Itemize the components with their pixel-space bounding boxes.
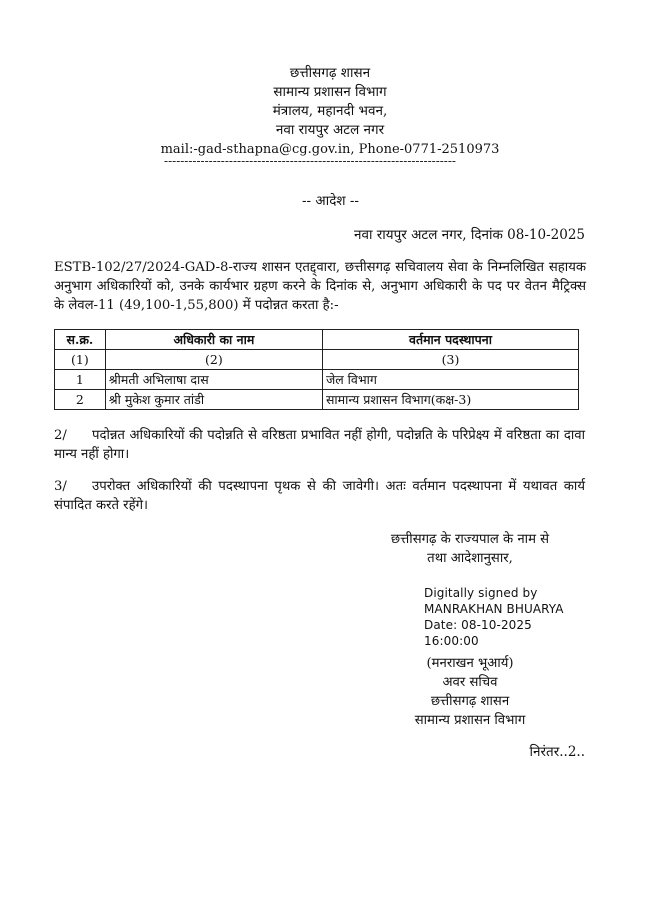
table-cell: (1) [55, 350, 106, 370]
paragraph-number: 2/ [54, 428, 67, 443]
continued-marker: निरंतर..2.. [529, 744, 585, 760]
order-title: -- आदेश -- [302, 193, 359, 209]
table-index-row [55, 350, 579, 370]
digital-signature-stamp [424, 585, 564, 649]
table-cell: (2) [105, 350, 322, 370]
digital-signature-line: Digitally signed by [424, 586, 538, 600]
column-header-officer-name: अधिकारी का नाम [105, 330, 322, 350]
authority-line-1: छत्तीसगढ़ के राज्यपाल के नाम से [390, 532, 550, 547]
table-cell: श्री मुकेश कुमार तांडी [105, 390, 322, 410]
paragraph-2 [54, 426, 585, 464]
table-row [55, 370, 579, 390]
order-intro-paragraph: ESTB-102/27/2024-GAD-8-राज्य शासन एतद्द्वारा, छत्तीसगढ़ सचिवालय सेवा के निम्नलिखित सहायक अनुभाग अधिकारियों को, उनके कार्यभार ग्रहण करने के दिनांक से, अनुभाग अधिकारी के पद पर वेतन मैट्रिक्स के लेवल-11 (49,100-1,55,800) में पदोन्नत करता है:- [54, 260, 586, 313]
digital-signature-time: 16:00:00 [424, 634, 479, 648]
contact-line: mail:-gad-sthapna@cg.gov.in, Phone-0771-2510973 [160, 142, 500, 157]
paragraph-number: 3/ [54, 479, 67, 494]
signing-officer-block [390, 654, 550, 730]
authority-block [370, 530, 570, 568]
table-header-row [55, 330, 579, 350]
officer-department: सामान्य प्रशासन विभाग [414, 713, 526, 728]
table-cell: 2 [55, 390, 106, 410]
paragraph-3 [54, 477, 585, 515]
officer-designation: अवर सचिव [442, 675, 498, 690]
office-building: मंत्रालय, महानदी भवन, [272, 103, 388, 119]
place-date-line: नवा रायपुर अटल नगर, दिनांक 08-10-2025 [353, 227, 585, 243]
column-header-serial: स.क्र. [55, 330, 106, 350]
table-cell: 1 [55, 370, 106, 390]
department-name: सामान्य प्रशासन विभाग [273, 84, 387, 100]
officer-name: (मनराखन भूआर्य) [426, 656, 514, 671]
table-cell: सामान्य प्रशासन विभाग(कक्ष-3) [322, 390, 578, 410]
digital-signature-date: Date: 08-10-2025 [424, 618, 532, 632]
authority-line-2: तथा आदेशानुसार, [427, 551, 513, 566]
promotion-table [54, 329, 579, 410]
letterhead [110, 64, 550, 159]
paragraph-text: उपरोक्त अधिकारियों की पदस्थापना पृथक से की जावेगी। अतः वर्तमान पदस्थापना में यथावत कार्य संपादित करते रहेंगे। [54, 479, 585, 513]
table-cell: श्रीमती अभिलाषा दास [105, 370, 322, 390]
table-row [55, 390, 579, 410]
header-separator: ------------------------------------------------------------------------ [164, 154, 456, 168]
govt-name: छत्तीसगढ़ शासन [289, 65, 371, 81]
table-cell: (3) [322, 350, 578, 370]
column-header-current-posting: वर्तमान पदस्थापना [322, 330, 578, 350]
paragraph-text: पदोन्नत अधिकारियों की पदोन्नति से वरिष्ठता प्रभावित नहीं होगी, पदोन्नति के परिप्रेक्ष्य में वरिष्ठता का दावा मान्य नहीं होगा। [54, 428, 585, 462]
officer-govt: छत्तीसगढ़ शासन [430, 694, 510, 709]
office-city: नवा रायपुर अटल नगर [275, 122, 385, 138]
table-cell: जेल विभाग [322, 370, 578, 390]
digital-signature-signer: MANRAKHAN BHUARYA [424, 602, 564, 616]
